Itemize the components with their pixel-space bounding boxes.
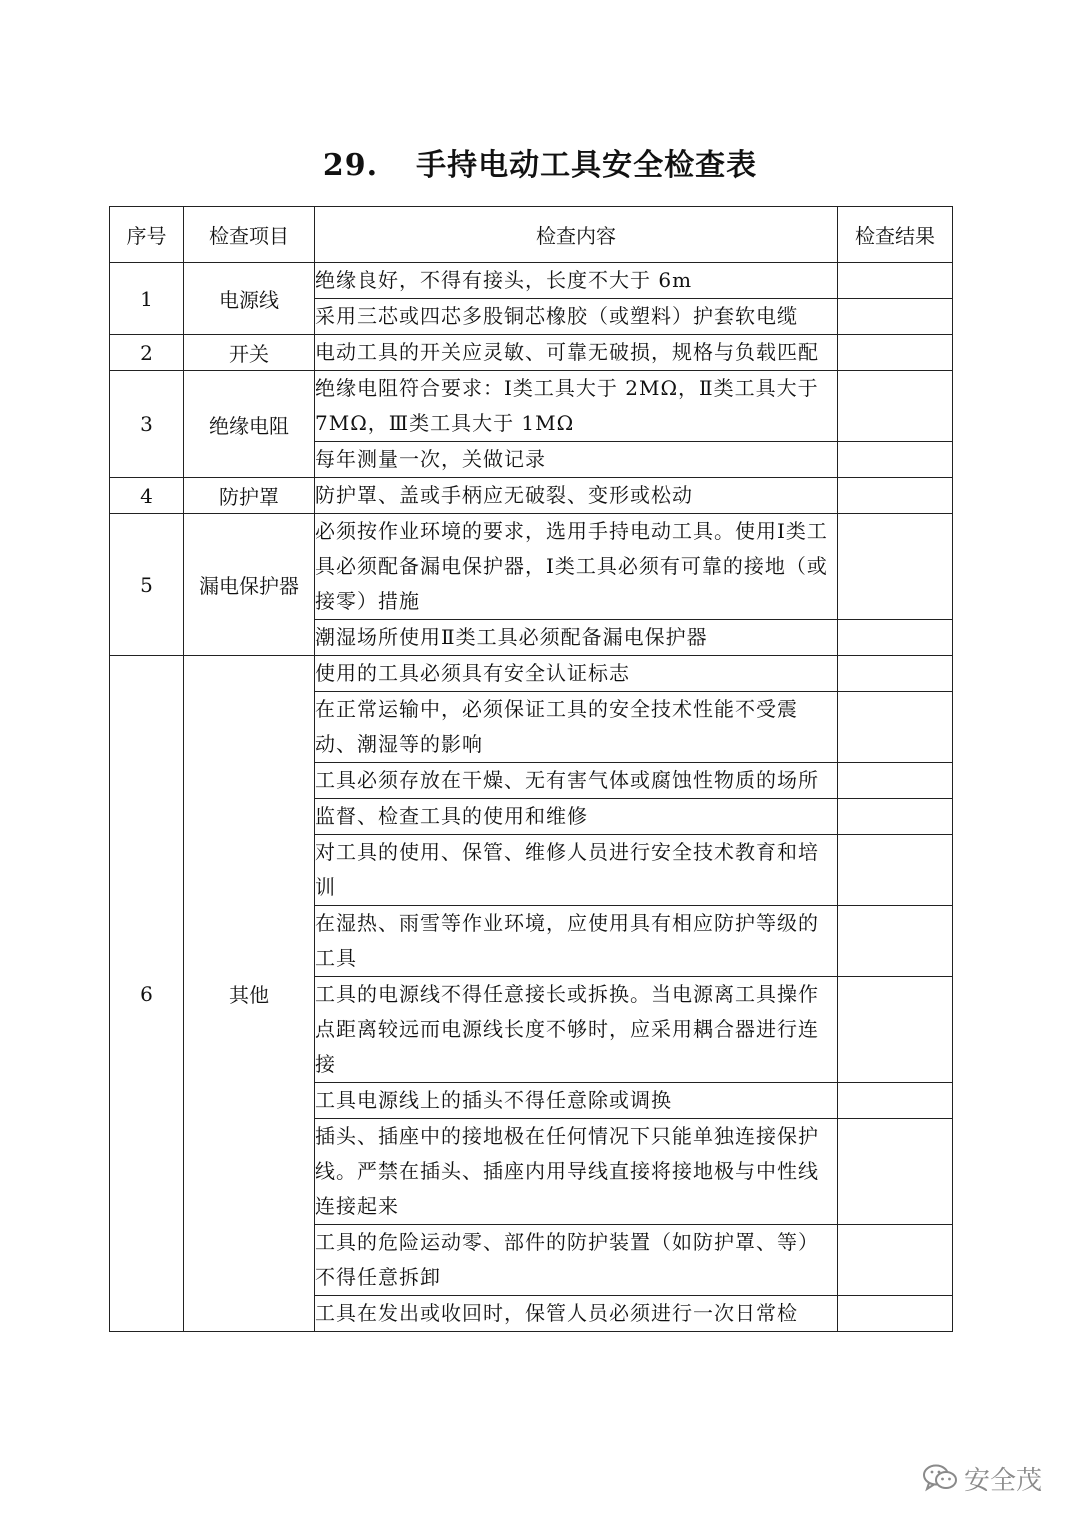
row-number: 4 [110,478,184,514]
watermark-text: 安全茂 [964,1465,1043,1496]
inspection-content: 使用的工具必须具有安全认证标志 [315,656,838,692]
inspection-result-cell[interactable] [838,478,953,514]
inspection-content: 对工具的使用、保管、维修人员进行安全技术教育和培训 [315,835,838,906]
wechat-icon [922,1463,958,1493]
inspection-content: 工具电源线上的插头不得任意除或调换 [315,1083,838,1119]
inspection-content: 插头、插座中的接地极在任何情况下只能单独连接保护线。严禁在插头、插座内用导线直接将接地极与中性线连接起来 [315,1119,838,1225]
inspection-content: 防护罩、盖或手柄应无破裂、变形或松动 [315,478,838,514]
header-result: 检查结果 [838,207,953,263]
inspection-content: 工具必须存放在干燥、无有害气体或腐蚀性物质的场所 [315,763,838,799]
table-row [110,263,953,299]
row-number: 2 [110,335,184,371]
inspection-result-cell[interactable] [838,1296,953,1332]
inspection-content: 监督、检查工具的使用和维修 [315,799,838,835]
inspection-content: 绝缘电阻符合要求：Ⅰ类工具大于 2MΩ，Ⅱ类工具大于 7MΩ，Ⅲ类工具大于 1MΩ [315,371,838,442]
inspection-result-cell[interactable] [838,620,953,656]
row-number: 1 [110,263,184,335]
inspection-result-cell[interactable] [838,514,953,620]
inspection-content: 工具的电源线不得任意接长或拆换。当电源离工具操作点距离较远而电源线长度不够时，应采用耦合器进行连接 [315,977,838,1083]
page-title [0,140,1080,184]
inspection-result-cell[interactable] [838,1083,953,1119]
inspection-content: 每年测量一次，关做记录 [315,442,838,478]
inspection-item: 其他 [184,656,315,1332]
inspection-content: 工具在发出或收回时，保管人员必须进行一次日常检 [315,1296,838,1332]
inspection-result-cell[interactable] [838,299,953,335]
watermark [922,1458,1052,1498]
inspection-result-cell[interactable] [838,835,953,906]
row-number: 6 [110,656,184,1332]
inspection-content: 绝缘良好，不得有接头，长度不大于 6m [315,263,838,299]
inspection-result-cell[interactable] [838,442,953,478]
inspection-result-cell[interactable] [838,763,953,799]
inspection-result-cell[interactable] [838,906,953,977]
inspection-result-cell[interactable] [838,371,953,442]
inspection-result-cell[interactable] [838,263,953,299]
inspection-result-cell[interactable] [838,692,953,763]
inspection-item: 漏电保护器 [184,514,315,656]
row-number: 3 [110,371,184,478]
table-body [110,263,953,1332]
inspection-result-cell[interactable] [838,977,953,1083]
table-row [110,514,953,620]
inspection-content: 采用三芯或四芯多股铜芯橡胶（或塑料）护套软电缆 [315,299,838,335]
title-number: 29. [322,148,379,183]
inspection-result-cell[interactable] [838,335,953,371]
inspection-result-cell[interactable] [838,1225,953,1296]
inspection-content: 潮湿场所使用Ⅱ类工具必须配备漏电保护器 [315,620,838,656]
inspection-table [109,206,953,1332]
table-row [110,335,953,371]
header-item: 检查项目 [184,207,315,263]
table-row [110,656,953,692]
table-header-row [110,207,953,263]
inspection-content: 在湿热、雨雪等作业环境，应使用具有相应防护等级的工具 [315,906,838,977]
inspection-content: 电动工具的开关应灵敏、可靠无破损，规格与负载匹配 [315,335,838,371]
row-number: 5 [110,514,184,656]
table-row [110,478,953,514]
header-no: 序号 [110,207,184,263]
inspection-item: 电源线 [184,263,315,335]
inspection-result-cell[interactable] [838,1119,953,1225]
table-row [110,371,953,442]
inspection-result-cell[interactable] [838,656,953,692]
inspection-content: 在正常运输中，必须保证工具的安全技术性能不受震动、潮湿等的影响 [315,692,838,763]
inspection-item: 开关 [184,335,315,371]
inspection-result-cell[interactable] [838,799,953,835]
inspection-content: 必须按作业环境的要求，选用手持电动工具。使用Ⅰ类工具必须配备漏电保护器，Ⅰ类工具必须有可靠的接地（或接零）措施 [315,514,838,620]
inspection-item: 防护罩 [184,478,315,514]
header-content: 检查内容 [315,207,838,263]
title-text: 手持电动工具安全检查表 [416,148,758,183]
inspection-content: 工具的危险运动零、部件的防护装置（如防护罩、等）不得任意拆卸 [315,1225,838,1296]
inspection-item: 绝缘电阻 [184,371,315,478]
